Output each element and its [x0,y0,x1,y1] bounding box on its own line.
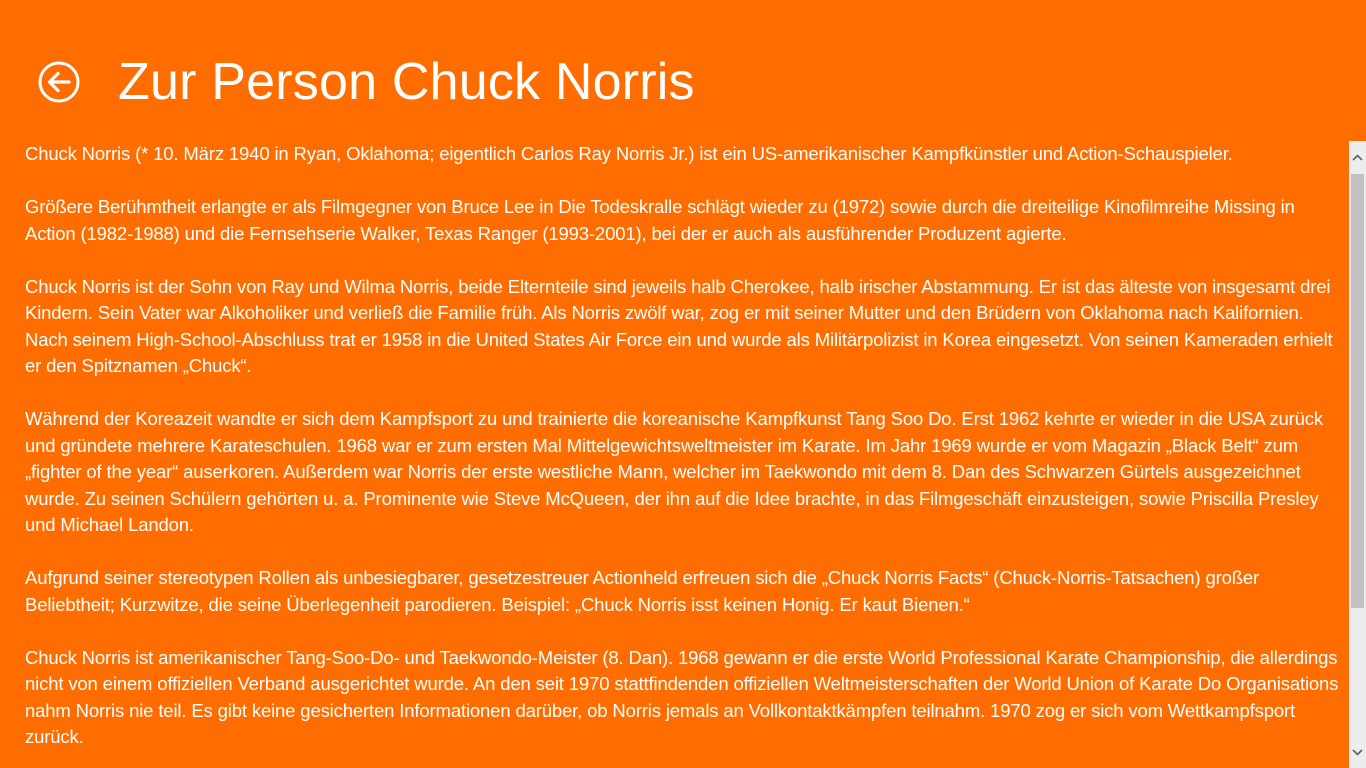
vertical-scrollbar[interactable] [1349,141,1366,768]
scroll-down-button[interactable] [1349,736,1366,768]
scroll-up-button[interactable] [1349,141,1366,173]
article-paragraph: Größere Berühmtheit erlangte er als Filmgegner von Bruce Lee in Die Todeskralle schlägt wieder zu (1972) sowie durch die dreiteilige Kinofilmreihe Missing in Action (1982-1988) und die Fernsehserie Walker, Texas Ranger (1993-2001), bei der er auch als ausführender Produzent agierte. [25,196,1295,244]
back-arrow-circle-icon [38,61,80,103]
scroll-thumb[interactable] [1351,174,1364,608]
article-paragraph: Chuck Norris ist amerikanischer Tang-Soo-Do- und Taekwondo-Meister (8. Dan). 1968 gewann er die erste World Professional Karate Championship, die allerdings nicht von einem offiziellen Verband ausgerichtet wurde. An den seit 1970 stattfindenden offiziellen Weltmeisterschaften der World Union of Karate Do Organisations nahm Norris nie teil. Es gibt keine gesicherten Informationen darüber, ob Norris jemals an Vollkontaktkämpfen teilnahm. 1970 zog er sich vom Wettkampfsport zurück. [25,646,1339,747]
back-button[interactable] [38,61,80,103]
page-title: Zur Person Chuck Norris [118,53,695,111]
article-paragraph: Chuck Norris ist der Sohn von Ray und Wilma Norris, beide Elternteile sind jeweils halb Cherokee, halb irischer Abstammung. Er ist das älteste von insgesamt drei Kindern. Sein Vater war Alkoholiker und verließ die Familie früh. Als Norris zwölf war, zog er mit seiner Mutter und den Brüdern von Oklahoma nach Kalifornien. Nach seinem High-School-Abschluss trat er 1958 in die United States Air Force ein und wurde als Militärpolizist in Korea eingesetzt. Von seinen Kameraden erhielt er den Spitznamen „Chuck“. [25,275,1333,376]
article-content[interactable] [25,141,1340,768]
article-paragraph: Chuck Norris (* 10. März 1940 in Ryan, Oklahoma; eigentlich Carlos Ray Norris Jr.) ist ein US-amerikanischer Kampfkünstler und Action-Schauspieler. [25,143,1233,164]
article-paragraph: Während der Koreazeit wandte er sich dem Kampfsport zu und trainierte die koreanische Kampfkunst Tang Soo Do. Erst 1962 kehrte er wieder in die USA zurück und gründete mehrere Karateschulen. 1968 war er zum ersten Mal Mittelgewichtsweltmeister im Karate. Im Jahr 1969 wurde er vom Magazin „Black Belt“ zum „fighter of the year“ auserkoren. Außerdem war Norris der erste westliche Mann, welcher im Taekwondo mit dem 8. Dan des Schwarzen Gürtels ausgezeichnet wurde. Zu seinen Schülern gehörten u. a. Prominente wie Steve McQueen, der ihn auf die Idee brachte, in das Filmgeschäft einzusteigen, sowie Priscilla Presley und Michael Landon. [25,408,1323,535]
scroll-up-arrow-icon [1352,154,1363,161]
article-paragraph: Aufgrund seiner stereotypen Rollen als unbesiegbarer, gesetzestreuer Actionheld erfreuen sich die „Chuck Norris Facts“ (Chuck-Norris-Tatsachen) großer Beliebtheit; Kurzwitze, die seine Überlegenheit parodieren. Beispiel: „Chuck Norris isst keinen Honig. Er kaut Bienen.“ [25,567,1260,615]
scroll-down-arrow-icon [1352,749,1363,756]
